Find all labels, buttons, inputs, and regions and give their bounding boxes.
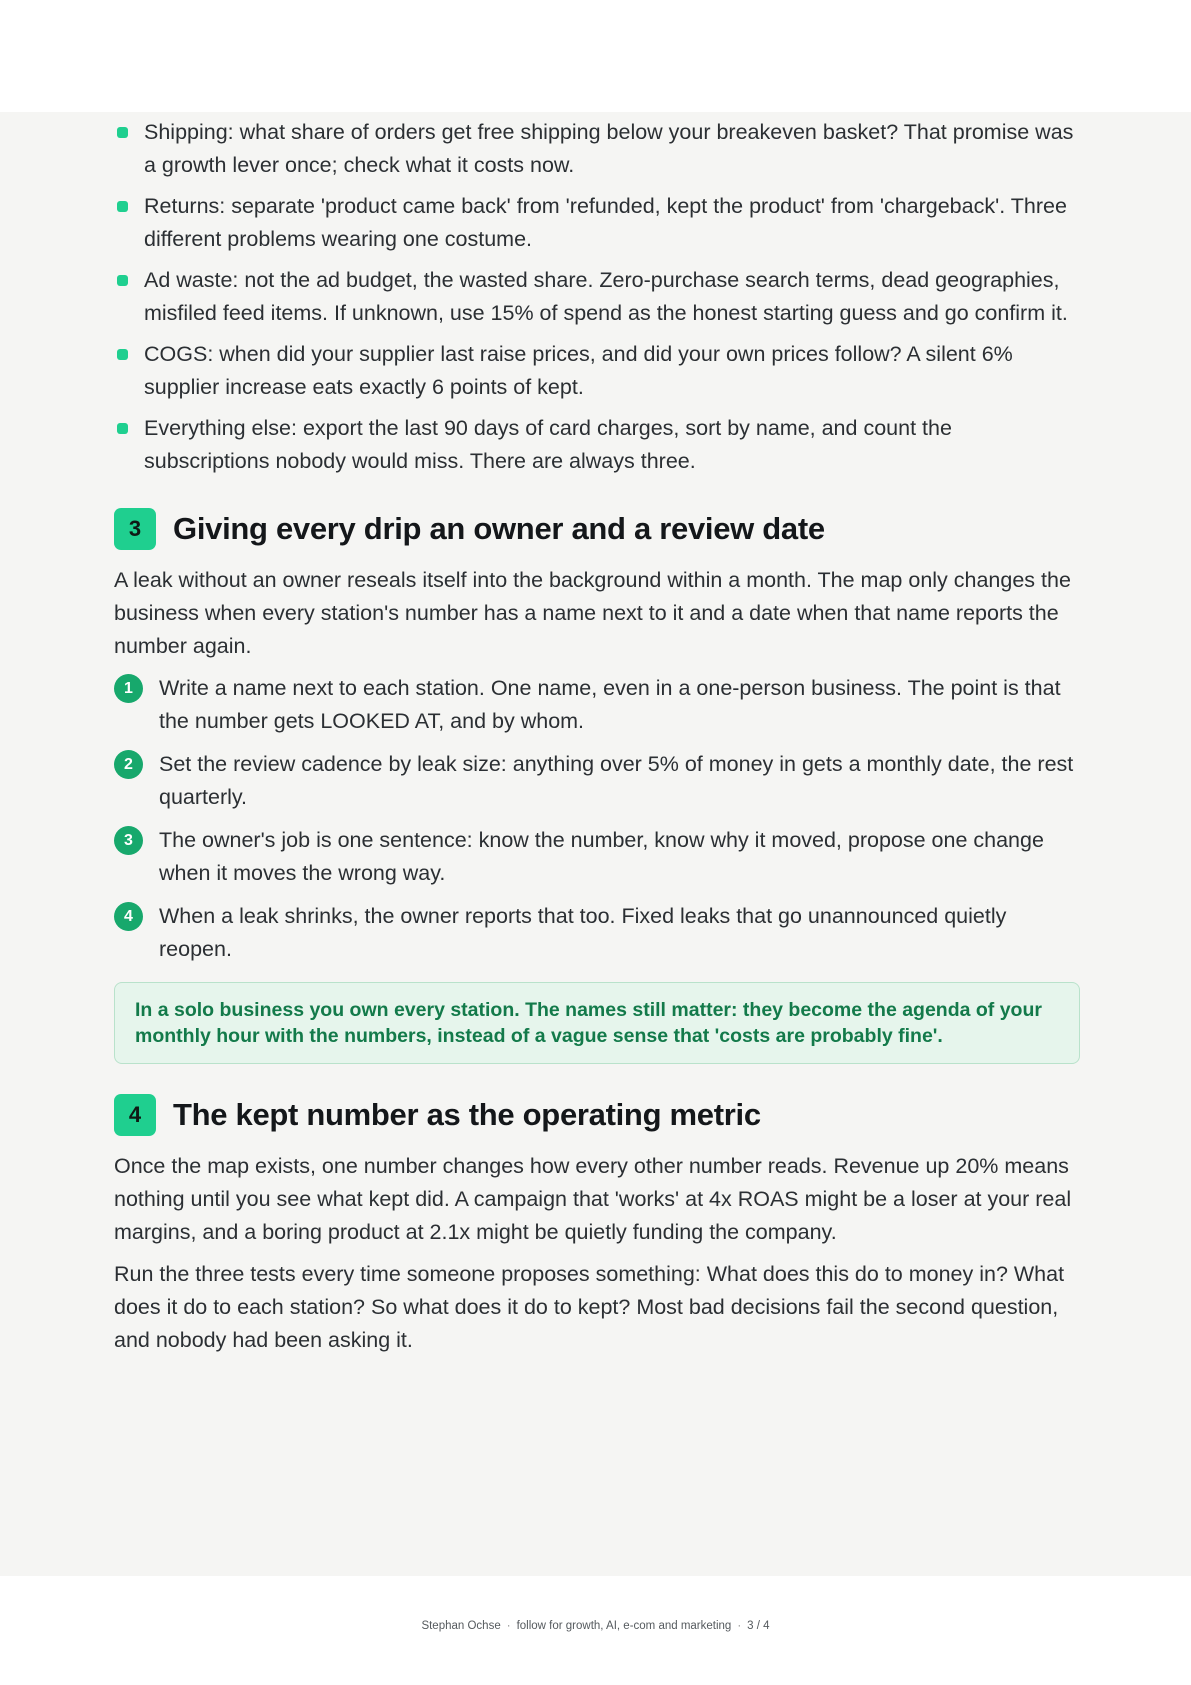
section-4-paragraph: Once the map exists, one number changes how every other number reads. Revenue up 20% means nothing until you see what kept did. A campaign that 'works' at 4x ROAS might be a loser at your real margins, and a boring product at 2.1x might be quietly funding the company. [114,1154,1072,1244]
list-item [114,190,1080,256]
section-title: The kept number as the operating metric [173,1097,761,1132]
step-number-badge: 2 [114,750,143,779]
list-item [114,338,1080,404]
bullet-list [114,112,1080,478]
bullet-text: Shipping: what share of orders get free shipping below your breakeven basket? That promise was a growth lever once; check what it costs now. [144,120,1074,177]
page-content [114,112,1080,1366]
bullet-marker-icon [117,349,128,360]
step-item [114,824,1080,890]
section-4-heading [114,1094,1080,1136]
step-item [114,900,1080,966]
list-item [114,264,1080,330]
step-text: Write a name next to each station. One name, even in a one-person business. The point is that the number gets LOOKED AT, and by whom. [159,676,1061,733]
section-3-intro: A leak without an owner reseals itself into the background within a month. The map only changes the business when every station's number has a name next to it and a date when that name reports the number again. [114,568,1071,658]
footer-author: Stephan Ochse [421,1620,501,1632]
step-number-badge: 1 [114,674,143,703]
bullet-text: Everything else: export the last 90 days of card charges, sort by name, and count the subscriptions nobody would miss. There are always three. [144,416,952,473]
step-item [114,672,1080,738]
document-page [0,112,1191,1576]
section-3-heading [114,508,1080,550]
bullet-marker-icon [117,127,128,138]
bullet-marker-icon [117,423,128,434]
callout-box: In a solo business you own every station. The names still matter: they become the agenda of your monthly hour with the numbers, instead of a vague sense that 'costs are probably fine'. [114,982,1080,1064]
footer-tagline: follow for growth, AI, e-com and marketing [516,1620,732,1632]
section-number-badge: 4 [114,1094,156,1136]
step-number-badge: 4 [114,902,143,931]
bullet-text: Ad waste: not the ad budget, the wasted share. Zero-purchase search terms, dead geographies, misfiled feed items. If unknown, use 15% of spend as the honest starting guess and go confirm it. [144,268,1068,325]
step-text: When a leak shrinks, the owner reports that too. Fixed leaks that go unannounced quietly reopen. [159,904,1007,961]
section-4-paragraph: Run the three tests every time someone proposes something: What does this do to money in? What does it do to each station? So what does it do to kept? Most bad decisions fail the second question, and nobody had been asking it. [114,1262,1065,1352]
numbered-steps [114,672,1080,966]
bullet-text: COGS: when did your supplier last raise prices, and did your own prices follow? A silent 6% supplier increase eats exactly 6 points of kept. [144,342,1013,399]
bullet-text: Returns: separate 'product came back' from 'refunded, kept the product' from 'chargeback'. Three different problems wearing one costume. [144,194,1067,251]
step-text: Set the review cadence by leak size: anything over 5% of money in gets a monthly date, the rest quarterly. [159,752,1074,809]
step-item [114,748,1080,814]
step-number-badge: 3 [114,826,143,855]
footer-separator: · [737,1620,742,1632]
bullet-marker-icon [117,275,128,286]
page-number: 3 / 4 [747,1620,770,1632]
section-title: Giving every drip an owner and a review date [173,511,825,546]
bullet-marker-icon [117,201,128,212]
section-number-badge: 3 [114,508,156,550]
list-item [114,116,1080,182]
list-item [114,412,1080,478]
footer-separator: · [506,1620,511,1632]
page-footer [0,1620,1191,1632]
step-text: The owner's job is one sentence: know the number, know why it moved, propose one change when it moves the wrong way. [159,828,1044,885]
